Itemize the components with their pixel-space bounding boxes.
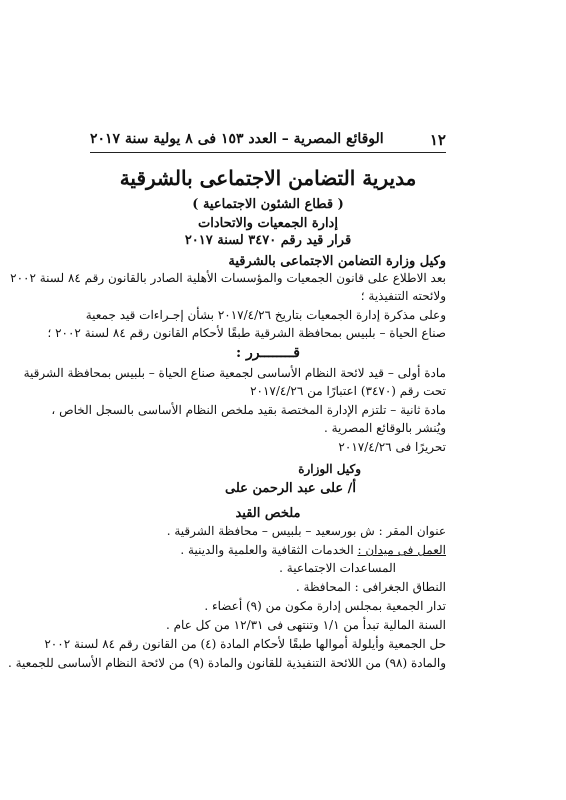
recital-2-line-1: وعلى مذكرة إدارة الجمعيات بتاريخ ٢٠١٧/٤/٢٦ بشأن إجـراءات قيد جمعية (85, 308, 446, 322)
summary-fiscal-year: السنة المالية تبدأ من ١/١ وتنتهى فى ١٢/٣١ من كل عام . (165, 618, 446, 632)
summary-dissolution-line-1: حل الجمعية وأيلولة أموالها طبقًا لأحكام المادة (٤) من القانون رقم ٨٤ لسنة ٢٠٠٢ (44, 637, 446, 651)
decree-number: قرار قيد رقم ٣٤٧٠ لسنة ٢٠١٧ (184, 233, 352, 248)
page-number: ١٢ (429, 131, 446, 149)
issuer-line: وكيل وزارة التضامن الاجتماعى بالشرقية (228, 254, 446, 269)
recital-1-line-1: بعد الاطلاع على قانون الجمعيات والمؤسسات الأهلية الصادر بالقانون رقم ٨٤ لسنة ٢٠٠٢ (10, 271, 446, 285)
summary-field-cont: المساعدات الاجتماعية . (279, 561, 396, 575)
signature-name: أ/ على عبد الرحمن على (225, 481, 356, 496)
summary-dissolution-line-2: والمادة (٩٨) من اللائحة التنفيذية للقانون والمادة (٩) من لائحة النظام الأساسى للجمعية . (7, 656, 446, 670)
summary-field-value: الخدمات الثقافية والعلمية والدينية . (180, 543, 358, 557)
summary-address: عنوان المقر : ش بورسعيد – بلبيس – محافظة الشرقية . (166, 524, 446, 538)
date-written: تحريرًا فى ٢٠١٧/٤/٢٦ (338, 440, 446, 454)
summary-field-label: العمل فى ميدان : (357, 543, 446, 557)
summary-geo-scope: النطاق الجغرافى : المحافظة . (295, 580, 446, 594)
article-1-line-2: تحت رقم (٣٤٧٠) اعتبارًا من ٢٠١٧/٤/٢٦ (250, 384, 446, 398)
recital-2-line-2: صناع الحياة – بلبيس بمحافظة الشرقية طبقًا لأحكام القانون رقم ٨٤ لسنة ٢٠٠٢ ؛ (47, 326, 446, 340)
directorate-title: مديرية التضامن الاجتماعى بالشرقية (119, 166, 417, 190)
administration-name: إدارة الجمعيات والاتحادات (198, 216, 338, 231)
recital-1-line-2: ولائحته التنفيذية ؛ (360, 289, 446, 303)
article-2-line-2: ويُنشر بالوقائع المصرية . (323, 421, 446, 435)
summary-field (180, 543, 446, 557)
running-header: الوقائع المصرية – العدد ١٥٣ فى ٨ يولية سنة ٢٠١٧ (90, 131, 384, 147)
header-rule (90, 152, 446, 153)
signature-title: وكيل الوزارة (298, 462, 361, 476)
article-1-line-1: مادة أولى – قيد لائحة النظام الأساسى لجمعية صناع الحياة – بلبيس بمحافظة الشرقية (23, 366, 446, 380)
summary-title: ملخص القيد (235, 506, 301, 521)
sector-subtitle: ( قطاع الشئون الاجتماعية ) (192, 197, 344, 212)
article-2-line-1: مادة ثانية – تلتزم الإدارة المختصة بقيد ملخص النظام الأساسى بالسجل الخاص ، (51, 403, 446, 417)
summary-board: تدار الجمعية بمجلس إدارة مكون من (٩) أعضاء . (204, 599, 446, 613)
decided-heading: قــــــــرر : (235, 345, 301, 361)
